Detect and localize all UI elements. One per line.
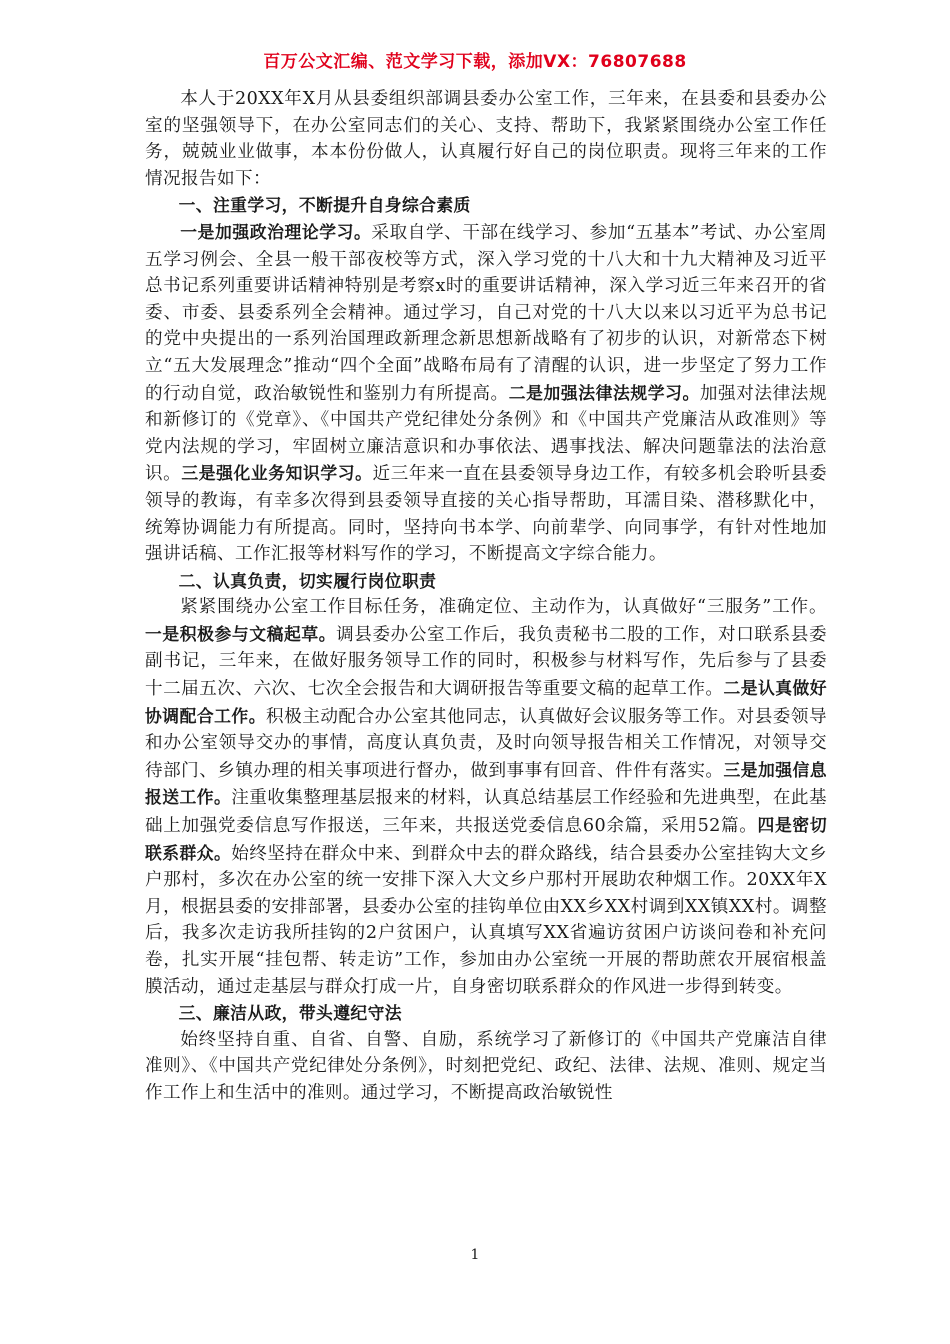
section-1-point-1-text: 采取自学、干部在线学习、参加“五基本”考试、办公室周五学习例会、全县一般干部夜校等方式，深入学习党的十八大和十九大精神及习近平总书记系列重要讲话精神特别是考察x时的重要讲话精神，深入学习近三年来召开的省委、市委、县委系列全会精神。通过学习，自己对党的十八大以来以习近平为总书记的党中央提出的一系列治国理政新理念新思想新战略有了初步的认识，对新常态下树立“五大发展理念”推动“四个全面”战略布局有了清醒的认识，进一步坚定了努力工作的行动自觉，政治敏锐性和鉴别力有所提高。: [145, 222, 827, 404]
section-1-point-3-title: 三是强化业务知识学习。: [181, 463, 373, 484]
section-3-heading: 三、廉洁从政，带头遵纪守法: [178, 1003, 402, 1024]
section-1-point-2-title: 二是加强法律法规学习。: [508, 382, 700, 403]
intro-paragraph: 本人于20XX年X月从县委组织部调县委办公室工作，三年来，在县委和县委办公室的坚强领导下，在办公室同志们的关心、支持、帮助下，我紧紧围绕办公室工作任务，兢兢业业做事，本本份份做人，认真履行好自己的岗位职责。现将三年来的工作情况报告如下：: [145, 89, 827, 189]
section-1-paragraph: [145, 219, 827, 568]
section-1-point-2-text: 加强对法律法规和新修订的《党章》、《中国共产党纪律处分条例》和《中国共产党廉洁从政准则》等党内法规的学习，牢固树立廉洁意识和办事依法、遇事找法、解决问题靠法的法治意识。: [145, 383, 827, 485]
page-number: 1: [470, 1247, 480, 1263]
section-2-point-4-title: 四是密切联系群众。: [145, 815, 827, 863]
section-2-point-3-title: 三是加强信息报送工作。: [145, 759, 827, 808]
section-2-point-4-text: 始终坚持在群众中来、到群众中去的群众路线，结合县委办公室挂钩大文乡户那村，多次在办公室的统一安排下深入大文乡户那村开展助农种烟工作。20XX年X月，根据县委的安排部署，县委办公室的挂钩单位由XX乡XX村调到XX镇XX村。调整后，我多次走访我所挂钩的2户贫困户，认真填写XX省遍访贫困户访谈问卷和补充问卷，扎实开展“挂包帮、转走访”工作，参加由办公室统一开展的帮助蔗农开展宿根盖膜活动，通过走基层与群众打成一片，自身密切联系群众的作风进一步得到转变。: [145, 843, 827, 997]
section-2-heading: 二、认真负责，切实履行岗位职责: [178, 570, 437, 591]
document-body: [145, 86, 827, 1107]
section-1-heading: 一、注重学习，不断提升自身综合素质: [178, 195, 471, 216]
section-2-paragraph: [145, 594, 827, 1000]
section-2-point-2-text: 积极主动配合办公室其他同志，认真做好会议服务等工作。对县委领导和办公室领导交办的事情，高度认真负责，及时向领导报告相关工作情况，对领导交待部门、乡镇办理的相关事项进行督办，做到事事有回音、件件有落实。: [145, 706, 827, 781]
section-2-intro-text: 紧紧围绕办公室工作目标任务，准确定位、主动作为，认真做好“三服务”工作。: [180, 597, 827, 618]
section-2-point-1-text: 调县委办公室工作后，我负责秘书二股的工作，对口联系县委副书记，三年来，在做好服务领导工作的同时，积极参与材料写作，先后参与了县委十二届五次、六次、七次全会报告和大调研报告等重要文稿的起草工作。: [145, 624, 827, 700]
section-2-point-1-title: 一是积极参与文稿起草。: [145, 623, 337, 644]
section-1-point-3-text: 近三年来一直在县委领导身边工作，有较多机会聆听县委领导的教诲，有幸多次得到县委领导直接的关心指导帮助，耳濡目染、潜移默化中，统筹协调能力有所提高。同时，坚持向书本学、向前辈学、向同事学，有针对性地加强讲话稿、工作汇报等材料写作的学习，不断提高文字综合能力。: [145, 464, 827, 565]
section-2-point-2-title: 二是认真做好协调配合工作。: [145, 678, 827, 726]
section-3-paragraph: 始终坚持自重、自省、自警、自励，系统学习了新修订的《中国共产党廉洁自律准则》、《中国共产党纪律处分条例》，时刻把党纪、政纪、法律、法规、准则、规定当作工作上和生活中的准则。通过学习，不断提高政治敏锐性: [145, 1029, 827, 1103]
section-2-point-3-text: 注重收集整理基层报来的材料，认真总结基层工作经验和先进典型，在此基础上加强党委信息写作报送，三年来，共报送党委信息60余篇，采用52篇。: [145, 788, 827, 837]
document-header-banner: 百万公文汇编、范文学习下载，添加VX：76807688: [263, 52, 687, 72]
section-1-point-1-title: 一是加强政治理论学习。: [180, 221, 372, 242]
